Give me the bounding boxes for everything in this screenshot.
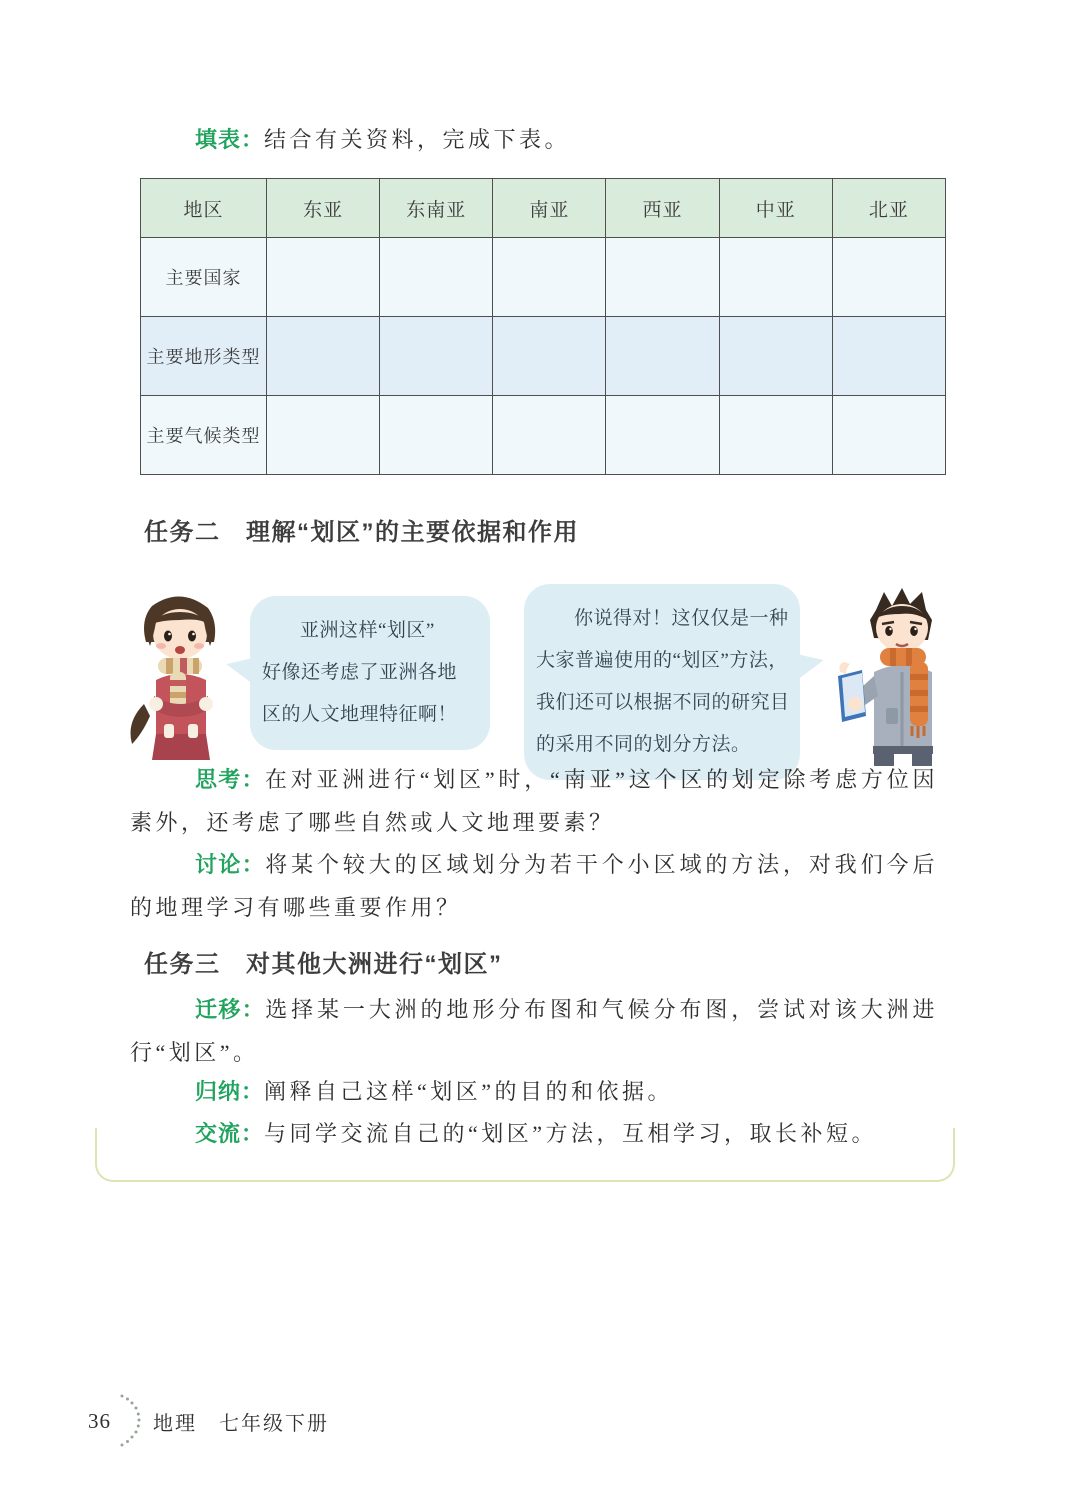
table-cell (267, 396, 380, 475)
table-header-row (141, 179, 946, 238)
table-header-region: 地区 (141, 179, 267, 238)
exchange-text: 与同学交流自己的“划区”方法，互相学习，取长补短。 (264, 1121, 878, 1146)
page-footer (88, 1392, 329, 1450)
table-header-east-asia: 东亚 (267, 179, 380, 238)
table-cell (719, 396, 832, 475)
bubble-line: 区的人文地理特征啊！ (262, 704, 458, 725)
discuss-text: 将某个较大的区域划分为若干个小区域的方法，对我们今后的地理学习有哪些重要作用？ (130, 852, 938, 920)
task3-heading: 任务三 对其他大洲进行“划区” (144, 951, 503, 978)
bubble-tail-right (794, 647, 827, 678)
discuss-label: 讨论： (195, 852, 266, 877)
table-cell (380, 238, 493, 317)
table-header-south-asia: 南亚 (493, 179, 606, 238)
table-cell (267, 238, 380, 317)
bubble-line: 好像还考虑了亚洲各地 (262, 662, 458, 683)
table-cell (493, 238, 606, 317)
task2-heading: 任务二 理解“划区”的主要依据和作用 (144, 519, 579, 546)
dotted-arc-icon (113, 1392, 143, 1450)
boy-student-illustration (828, 580, 968, 770)
bubble-line: 的采用不同的划分方法。 (536, 734, 751, 755)
table-cell (380, 396, 493, 475)
region-fill-table (140, 178, 946, 475)
table-row (141, 396, 946, 475)
row-label-landforms: 主要地形类型 (141, 317, 267, 396)
transfer-paragraph (130, 988, 938, 1074)
table-header-west-asia: 西亚 (606, 179, 719, 238)
table-header-central-asia: 中亚 (719, 179, 832, 238)
row-label-countries: 主要国家 (141, 238, 267, 317)
table-cell (719, 317, 832, 396)
bubble-line: 大家普遍使用的“划区”方法， (536, 650, 788, 671)
table-cell (493, 317, 606, 396)
boy-book (838, 662, 866, 722)
girl-speech-bubble (250, 596, 490, 750)
table-cell (493, 396, 606, 475)
table-cell (832, 396, 945, 475)
think-text: 在对亚洲进行“划区”时，“南亚”这个区的划定除考虑方位因素外，还考虑了哪些自然或人文地理要素？ (130, 767, 938, 835)
table-cell (606, 396, 719, 475)
boy-speech-bubble (524, 584, 800, 780)
table-cell (267, 317, 380, 396)
fill-table-instruction (130, 118, 938, 161)
summarize-label: 归纳： (195, 1079, 265, 1104)
fill-table-label: 填表： (195, 127, 265, 152)
table-row (141, 238, 946, 317)
table-cell (719, 238, 832, 317)
table-cell (606, 317, 719, 396)
table-cell (380, 317, 493, 396)
table-header-southeast-asia: 东南亚 (380, 179, 493, 238)
think-label: 思考： (195, 767, 265, 792)
transfer-text: 选择某一大洲的地形分布图和气候分布图，尝试对该大洲进行“划区”。 (130, 997, 938, 1065)
summarize-text: 阐释自己这样“划区”的目的和依据。 (264, 1079, 674, 1104)
bubble-line: 你说得对！这仅仅是一种 (574, 608, 789, 629)
exchange-label: 交流： (195, 1121, 265, 1146)
table-header-north-asia: 北亚 (832, 179, 945, 238)
fill-table-text: 结合有关资料，完成下表。 (264, 127, 571, 152)
table-row (141, 317, 946, 396)
table-cell (606, 238, 719, 317)
bubble-line: 我们还可以根据不同的研究目 (536, 692, 790, 713)
table-cell (832, 238, 945, 317)
summarize-paragraph (130, 1070, 938, 1113)
task-card-bottom-border (95, 1128, 955, 1182)
think-paragraph (130, 758, 938, 844)
book-title: 地理 七年级下册 (153, 1412, 329, 1435)
transfer-label: 迁移： (195, 997, 266, 1022)
row-label-climates: 主要气候类型 (141, 396, 267, 475)
bubble-tail-left (224, 651, 257, 682)
table-cell (832, 317, 945, 396)
discuss-paragraph (130, 843, 938, 929)
bubble-line: 亚洲这样“划区” (300, 620, 435, 641)
page-number: 36 (88, 1408, 111, 1433)
